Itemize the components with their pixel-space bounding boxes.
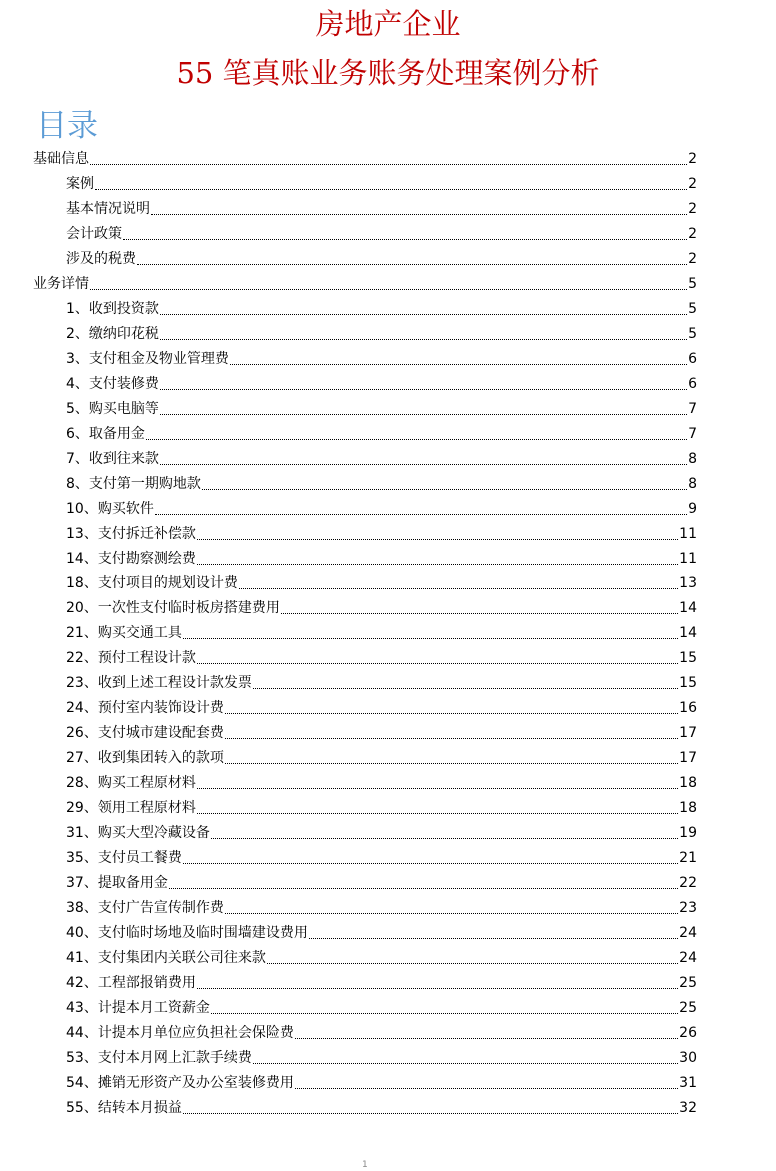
toc-leader-dots [160,339,687,340]
toc-entry-page: 11 [679,525,697,542]
toc-entry-label: 27、收到集团转入的款项 [66,750,224,767]
toc-entry[interactable] [66,746,697,768]
toc-leader-dots [225,913,678,914]
toc-leader-dots [90,289,687,290]
footer-page-number: 1 [362,1160,368,1170]
toc-leader-dots [202,489,687,490]
toc-leader-dots [197,539,678,540]
toc-entry-page: 2 [688,151,697,167]
toc-entry-label: 涉及的税费 [66,250,136,267]
toc-leader-dots [253,1063,678,1064]
toc-entry[interactable] [66,796,697,818]
toc-entry[interactable] [66,347,697,369]
document-title-line1: 房地产企业 [315,7,461,41]
toc-entry[interactable] [66,197,697,219]
toc-entry-page: 30 [679,1049,697,1066]
toc-leader-dots [267,963,678,964]
toc-leader-dots [253,688,678,689]
toc-entry-page: 2 [688,200,697,217]
toc-leader-dots [160,314,687,315]
toc-leader-dots [197,788,678,789]
toc-leader-dots [225,738,678,739]
toc-entry[interactable] [66,1071,697,1093]
toc-leader-dots [197,988,678,989]
toc-entry-page: 23 [679,900,697,917]
toc-entry[interactable] [66,571,697,593]
toc-entry-page: 25 [679,999,697,1016]
toc-entry-page: 31 [679,1074,697,1091]
toc-entry[interactable] [66,1046,697,1068]
toc-entry-label: 1、收到投资款 [66,300,159,317]
toc-entry-page: 5 [688,275,697,292]
toc-entry-label: 53、支付本月网上汇款手续费 [66,1049,252,1066]
toc-entry-page: 6 [688,375,697,392]
toc-entry-page: 16 [679,700,697,717]
toc-entry[interactable] [66,971,697,993]
toc-entry[interactable] [66,996,697,1018]
toc-entry-label: 21、购买交通工具 [66,625,182,642]
toc-entry-label: 41、支付集团内关联公司往来款 [66,950,266,967]
toc-entry[interactable] [66,447,697,469]
toc-entry-page: 18 [679,800,697,817]
toc-entry[interactable] [66,896,697,918]
toc-entry-page: 18 [679,775,697,792]
toc-entry[interactable] [66,596,697,618]
toc-leader-dots [169,888,678,889]
toc-entry-page: 9 [688,500,697,517]
toc-entry[interactable] [66,721,697,743]
toc-entry-page: 14 [679,600,697,617]
toc-entry-label: 40、支付临时场地及临时围墙建设费用 [66,925,308,942]
toc-entry[interactable] [66,547,697,569]
toc-entry-label: 10、购买软件 [66,500,154,517]
toc-entry-page: 5 [688,325,697,342]
toc-entry-label: 37、提取备用金 [66,875,168,892]
toc-entry[interactable] [66,522,697,544]
toc-entry-page: 24 [679,925,697,942]
toc-entry[interactable] [66,771,697,793]
toc-leader-dots [155,514,687,515]
toc-entry-page: 7 [688,400,697,417]
toc-entry[interactable] [66,1021,697,1043]
toc-leader-dots [211,1013,678,1014]
toc-entry-label: 42、工程部报销费用 [66,975,196,991]
toc-entry-label: 28、购买工程原材料 [66,775,196,792]
toc-leader-dots [230,364,687,365]
toc-entry-page: 17 [679,725,697,742]
toc-entry[interactable] [33,272,697,294]
toc-leader-dots [239,588,678,589]
toc-entry[interactable] [66,1096,697,1118]
toc-entry-label: 14、支付勘察测绘费 [66,550,196,567]
toc-entry[interactable] [33,147,697,169]
toc-entry-page: 2 [688,225,697,242]
toc-leader-dots [225,763,678,764]
toc-entry-page: 8 [688,450,697,467]
toc-entry[interactable] [66,946,697,968]
toc-entry[interactable] [66,497,697,519]
toc-entry[interactable] [66,696,697,718]
toc-entry-page: 15 [679,675,697,692]
toc-entry-label: 基本情况说明 [66,200,150,217]
toc-entry[interactable] [66,671,697,693]
toc-entry-label: 29、领用工程原材料 [66,800,196,817]
toc-entry-page: 26 [679,1024,697,1041]
toc-entry-label: 5、购买电脑等 [66,400,159,417]
toc-leader-dots [197,564,678,565]
toc-entry-label: 8、支付第一期购地款 [66,475,201,492]
toc-entry-label: 23、收到上述工程设计款发票 [66,675,252,692]
toc-leader-dots [183,1113,678,1114]
toc-leader-dots [309,938,678,939]
toc-entry-page: 25 [679,975,697,991]
toc-entry-label: 20、一次性支付临时板房搭建费用 [66,600,280,617]
toc-entry-page: 22 [679,875,697,892]
toc-leader-dots [295,1038,678,1039]
toc-leader-dots [95,189,687,190]
toc-entry-label: 4、支付装修费 [66,375,159,392]
toc-entry-label: 38、支付广告宣传制作费 [66,900,224,917]
toc-entry-page: 24 [679,950,697,967]
toc-entry[interactable] [66,372,697,394]
toc-entry[interactable] [66,646,697,668]
toc-entry-label: 2、缴纳印花税 [66,325,159,342]
toc-leader-dots [123,239,687,240]
toc-leader-dots [225,713,678,714]
toc-entry-label: 案例 [66,175,94,192]
toc-entry[interactable] [66,422,697,444]
toc-entry[interactable] [66,322,697,344]
toc-entry-page: 8 [688,475,697,492]
toc-leader-dots [160,389,687,390]
toc-leader-dots [197,813,678,814]
toc-entry-label: 基础信息 [33,151,89,167]
toc-leader-dots [90,164,687,165]
toc-entry-label: 7、收到往来款 [66,450,159,467]
toc-leader-dots [151,214,687,215]
toc-entry-page: 14 [679,625,697,642]
toc-entry-label: 26、支付城市建设配套费 [66,725,224,742]
toc-entry[interactable] [66,472,697,494]
toc-entry-label: 22、预付工程设计款 [66,650,196,667]
toc-entry-label: 业务详情 [33,275,89,292]
toc-entry[interactable] [66,621,697,643]
toc-entry-page: 19 [679,825,697,842]
toc-entry-label: 24、预付室内装饰设计费 [66,700,224,717]
toc-leader-dots [281,613,678,614]
toc-entry-page: 6 [688,350,697,367]
toc-entry[interactable] [66,921,697,943]
toc-entry-page: 21 [679,850,697,867]
toc-entry-label: 3、支付租金及物业管理费 [66,350,229,367]
toc-entry[interactable] [66,821,697,843]
toc-entry-label: 会计政策 [66,225,122,242]
toc-leader-dots [183,638,678,639]
toc-entry-page: 7 [688,425,697,442]
toc-entry-label: 44、计提本月单位应负担社会保险费 [66,1024,294,1041]
toc-entry-label: 43、计提本月工资薪金 [66,999,210,1016]
toc-entry[interactable] [66,871,697,893]
toc-entry-page: 15 [679,650,697,667]
document-title-line2: 55 笔真账业务账务处理案例分析 [176,56,600,90]
toc-heading: 目录 [36,108,98,144]
toc-leader-dots [211,838,678,839]
toc-entry-page: 11 [679,550,697,567]
toc-leader-dots [137,264,687,265]
toc-entry[interactable] [66,846,697,868]
toc-entry-page: 32 [679,1099,697,1116]
toc-entry-label: 6、取备用金 [66,425,145,442]
toc-entry-label: 55、结转本月损益 [66,1099,182,1116]
toc-leader-dots [197,663,678,664]
toc-entry-label: 31、购买大型冷藏设备 [66,825,210,842]
toc-entry-label: 35、支付员工餐费 [66,850,182,867]
toc-entry-page: 2 [688,175,697,192]
toc-leader-dots [160,414,687,415]
toc-entry[interactable] [66,172,697,194]
toc-entry[interactable] [66,247,697,269]
toc-entry[interactable] [66,297,697,319]
toc-entry-page: 17 [679,750,697,767]
toc-entry-label: 13、支付拆迁补偿款 [66,525,196,542]
toc-leader-dots [295,1088,678,1089]
toc-entry-label: 18、支付项目的规划设计费 [66,575,238,592]
toc-leader-dots [160,464,687,465]
toc-entry-page: 5 [688,300,697,317]
toc-entry-page: 2 [688,250,697,267]
toc-entry[interactable] [66,397,697,419]
toc-entry-label: 54、摊销无形资产及办公室装修费用 [66,1074,294,1091]
toc-leader-dots [183,863,678,864]
toc-entry[interactable] [66,222,697,244]
toc-entry-page: 13 [679,575,697,592]
toc-leader-dots [146,439,687,440]
